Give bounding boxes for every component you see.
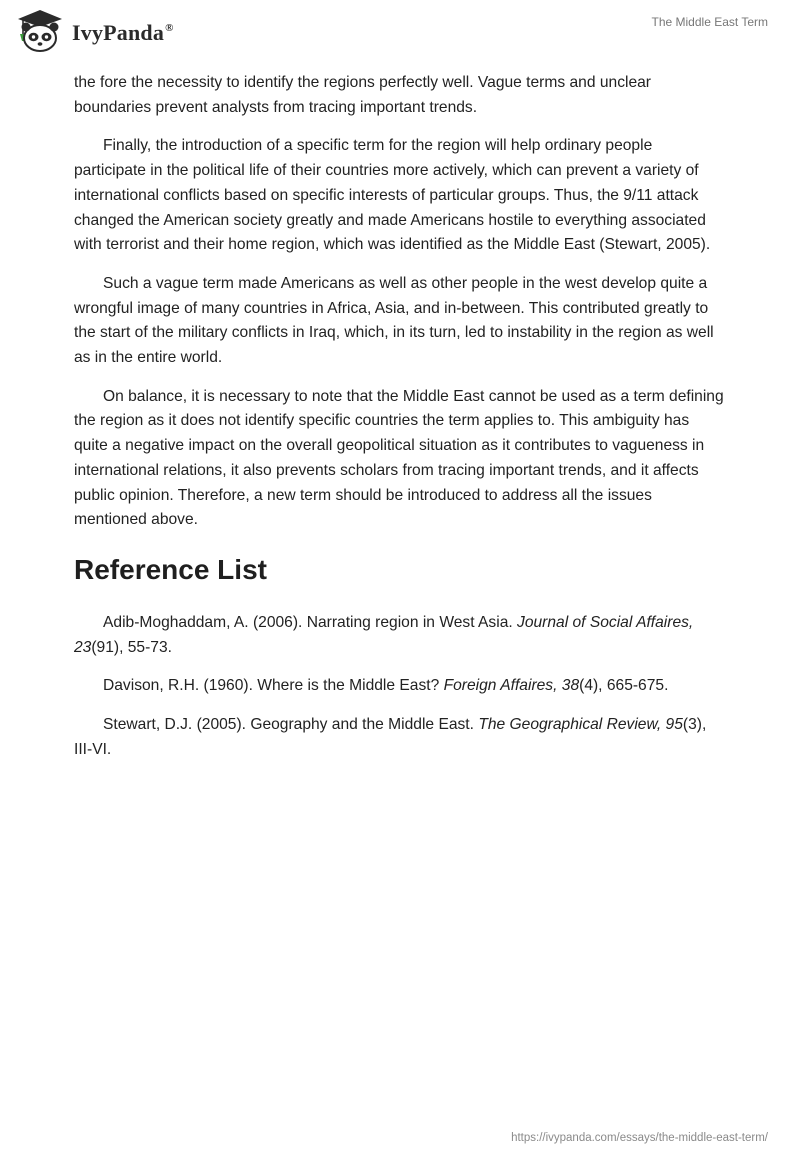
reference-pages: (3), III-VI. bbox=[74, 716, 707, 758]
reference-citation: Adib-Moghaddam, A. (2006). Narrating region in West Asia. bbox=[103, 613, 518, 631]
reference-journal: Journal of Social Affaires, bbox=[517, 613, 694, 631]
body-paragraph: Finally, the introduction of a specific term for the region will help ordinary people participate in the political life of their countries more actively, which can prevent a variety of international conflicts based on specific interests of particular groups. Thus, the 9/11 attack changed the American society greatly and made Americans hostile to everything associated with terrorist and their home region, which was identified as the Middle East (Stewart, 2005). bbox=[74, 137, 711, 254]
body-paragraph: Such a vague term made Americans as well as other people in the west develop quite a wrongful image of many countries in Africa, Asia, and in-between. This contributed greatly to the start of the military conflicts in Iraq, which, in its turn, led to instability in the region as well as in the entire world. bbox=[74, 274, 714, 367]
essay-content bbox=[74, 71, 726, 776]
page-header bbox=[0, 0, 800, 70]
reference-journal: The Geographical Review, bbox=[478, 716, 662, 734]
reference-volume: 23 bbox=[74, 638, 92, 656]
reference-pages: (4), 665-675. bbox=[579, 677, 669, 695]
reference-journal: Foreign Affaires, bbox=[443, 677, 558, 695]
reference-entry bbox=[74, 674, 726, 699]
reference-pages: (91), 55-73. bbox=[91, 638, 172, 656]
document-title: The Middle East Term bbox=[651, 15, 768, 29]
panda-graduate-icon bbox=[14, 8, 66, 54]
reference-volume: 95 bbox=[661, 716, 683, 734]
reference-list-heading: Reference List bbox=[74, 553, 267, 585]
reference-volume: 38 bbox=[557, 677, 580, 695]
body-paragraph: the fore the necessity to identify the regions perfectly well. Vague terms and unclear boundaries prevent analysts from tracing important trends. bbox=[74, 74, 651, 116]
ivypanda-logo[interactable] bbox=[14, 8, 174, 54]
reference-entry bbox=[74, 713, 726, 762]
reference-citation: Stewart, D.J. (2005). Geography and the Middle East. bbox=[103, 716, 479, 734]
footer-url-link[interactable]: https://ivypanda.com/essays/the-middle-east-term/ bbox=[511, 1132, 768, 1144]
reference-entry bbox=[74, 611, 726, 660]
body-paragraph: On balance, it is necessary to note that the Middle East cannot be used as a term defining the region as it does not identify specific countries the term applies to. This ambiguity has quite a negative impact on the overall geopolitical situation as it contributes to vagueness in international relations, it also prevents scholars from tracing important trends, and it affects public opinion. Therefore, a new term should be introduced to address all the issues mentioned above. bbox=[74, 387, 724, 529]
logo-text: IvyPanda® bbox=[72, 20, 174, 45]
registered-mark: ® bbox=[165, 22, 174, 34]
reference-citation: Davison, R.H. (1960). Where is the Middle East? bbox=[103, 677, 444, 695]
